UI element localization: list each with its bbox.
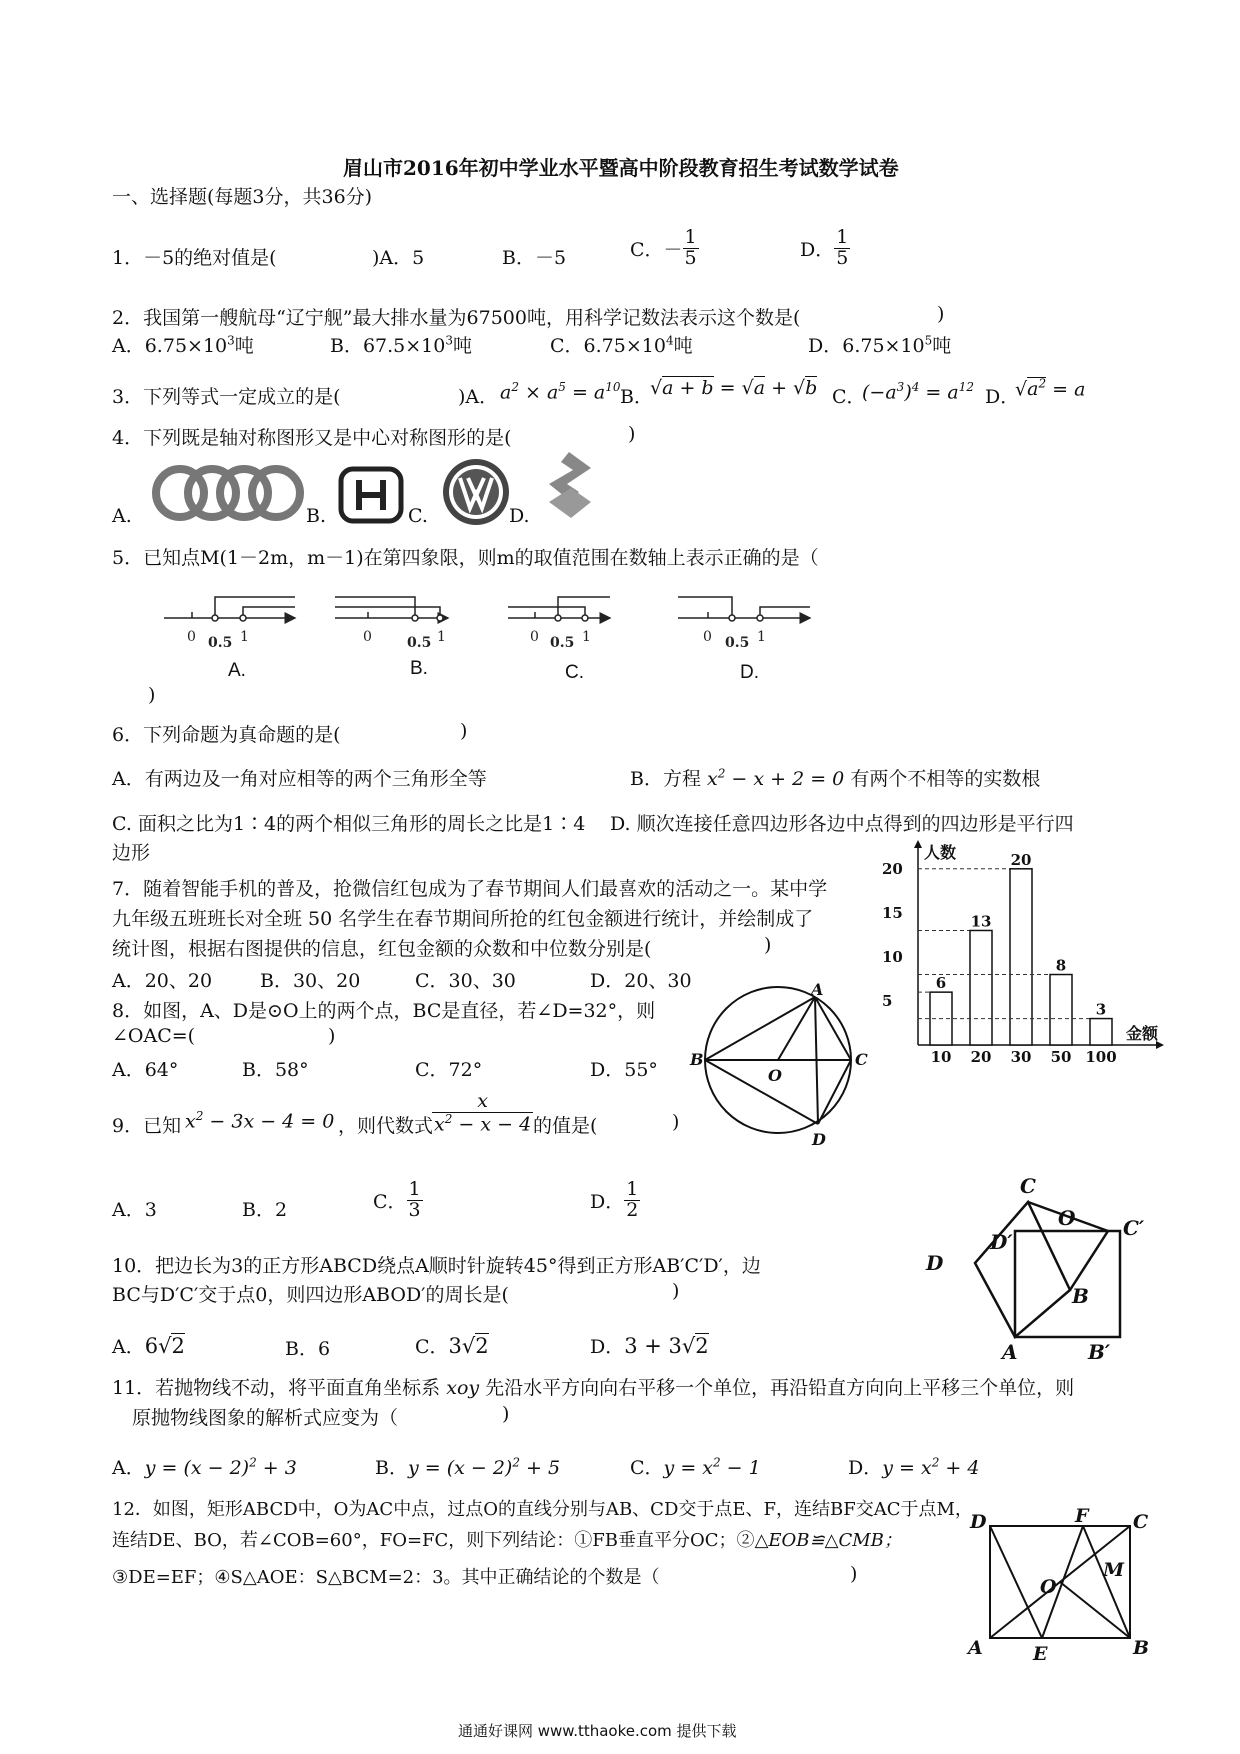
x-axis-label: 金额 xyxy=(1126,1024,1159,1043)
q10-line-2: BC与D′C′交于点0，则四边形ABOD′的周长是( xyxy=(112,1284,509,1306)
x-tick-label: 30 xyxy=(1010,1048,1032,1066)
q3-option-c-math: $(-a^3)^4 = a^{12}$ xyxy=(862,380,974,404)
q4-option-a-label: A. xyxy=(112,505,132,527)
number-line-c xyxy=(508,597,610,621)
q11-option-d: D．$y = x^2 + 4$ xyxy=(848,1455,980,1479)
q5-option-b-label: B. xyxy=(410,658,428,679)
x-tick-label: 50 xyxy=(1050,1048,1072,1066)
honda-logo-icon xyxy=(338,466,404,524)
q4-stem: 4．下列既是轴对称图形又是中心对称图形的是( xyxy=(112,427,512,449)
fig-label-c: C xyxy=(855,1050,868,1069)
q11-option-c: C．$y = x^2 - 1$ xyxy=(630,1455,761,1479)
bar-value-label: 6 xyxy=(935,974,947,993)
fig-label-o: O xyxy=(1058,1206,1076,1230)
q3-option-b-label: B． xyxy=(620,386,653,408)
q3-option-c-label: C． xyxy=(832,386,866,408)
fig-label-c: C xyxy=(1133,1511,1149,1533)
q10-line-1: 10．把边长为3的正方形ABCD绕点A顺时针旋转45°得到正方形AB′C′D′，边 xyxy=(112,1255,761,1277)
q10-close: ) xyxy=(672,1280,680,1302)
q1-option-c: C．－ $\frac{1}{5}$ xyxy=(630,226,697,269)
svg-text:1: 1 xyxy=(437,629,446,645)
fig-label-e: E xyxy=(1033,1643,1048,1665)
bar-value-label: 13 xyxy=(970,912,992,931)
fig-label-d: D xyxy=(812,1130,826,1149)
fig-label-d: D xyxy=(926,1251,944,1275)
audi-rings-icon xyxy=(148,462,308,524)
number-line-d xyxy=(678,597,810,621)
svg-text:0.5: 0.5 xyxy=(208,635,233,651)
y-axis-arrow xyxy=(914,840,922,848)
q4-option-c-label: C. xyxy=(408,505,428,527)
q12-rectangle-figure xyxy=(965,1505,1160,1665)
bar xyxy=(1010,869,1032,1045)
q10-option-a: A．6√2 xyxy=(112,1334,185,1358)
q1-option-b: B．－5 xyxy=(502,247,567,269)
fig-label-o: O xyxy=(1040,1576,1057,1598)
svg-text:1: 1 xyxy=(582,629,591,645)
q1-option-d: D． $\frac{1}{5}$ xyxy=(800,226,849,269)
fig-label-d: D xyxy=(970,1511,987,1533)
bar xyxy=(970,930,992,1045)
number-line-a xyxy=(164,597,295,621)
q11-option-b: B．$y = (x - 2)^2 + 5$ xyxy=(375,1455,561,1479)
x-tick-label: 10 xyxy=(930,1048,952,1066)
bar-value-label: 8 xyxy=(1055,956,1067,975)
y-tick-label: 20 xyxy=(882,859,903,878)
svg-text:0: 0 xyxy=(363,629,372,645)
svg-text:0.5: 0.5 xyxy=(550,635,575,651)
q5-stem: 5．已知点M(1－2m，m－1)在第四象限，则m的取值范围在数轴上表示正确的是（ xyxy=(112,547,819,569)
q9-option-c: C． $\frac{1}{3}$ xyxy=(373,1178,421,1221)
q2-option-c: C．$6.75\times 10^4$吨 xyxy=(550,333,693,357)
y-tick-label: 15 xyxy=(882,903,903,922)
q2-option-d: D．$6.75\times 10^5$吨 xyxy=(808,333,952,357)
q9-option-a: A．3 xyxy=(112,1199,157,1221)
section-heading: 一、选择题(每题3分，共36分) xyxy=(112,186,373,208)
bar xyxy=(1090,1019,1112,1045)
q10-option-c: C．3√2 xyxy=(415,1334,489,1358)
fig-label-a: A xyxy=(1002,1340,1018,1364)
fig-label-c-prime: C′ xyxy=(1123,1216,1145,1240)
q7-line-1: 7．随着智能手机的普及，抢微信红包成为了春节期间人们最喜欢的活动之一。某中学 xyxy=(112,878,828,900)
suzuki-logo-icon xyxy=(545,450,595,520)
q9-option-d: D． $\frac{1}{2}$ xyxy=(590,1178,639,1221)
q8-option-c: C．72° xyxy=(415,1059,483,1081)
q6-option-d: D. 顺次连接任意四边形各边中点得到的四边形是平行四 xyxy=(610,813,1074,835)
q3-option-a-label: )A． xyxy=(458,386,499,408)
svg-text:0.5: 0.5 xyxy=(407,635,432,651)
q5-option-d-label: D. xyxy=(740,662,759,683)
svg-text:0.5: 0.5 xyxy=(725,635,750,651)
y-tick-label: 5 xyxy=(882,991,893,1010)
q8-circle-figure xyxy=(690,980,880,1155)
fig-label-b: B xyxy=(690,1050,704,1069)
fig-label-m: M xyxy=(1103,1559,1125,1581)
fig-label-f: F xyxy=(1075,1505,1089,1527)
q7-option-a: A．20、20 xyxy=(112,970,213,992)
q7-option-b: B．30、20 xyxy=(260,970,361,992)
page-title: 眉山市2016年初中学业水平暨高中阶段教育招生考试数学试卷 xyxy=(343,156,899,180)
q6-option-d-cont: 边形 xyxy=(112,842,151,864)
q6-option-b: B．方程 $x^2 - x + 2 = 0$ 有两个不相等的实数根 xyxy=(630,766,1041,790)
fig-label-c: C xyxy=(1020,1174,1036,1198)
q7-line-2: 九年级五班班长对全班 50 名学生在春节期间所抢的红包金额进行统计，并绘制成了 xyxy=(112,908,814,930)
q3-option-a-math: $a^2 \times a^5 = a^{10}$ xyxy=(500,380,621,404)
q7-option-c: C．30、30 xyxy=(415,970,516,992)
q3-option-d-label: D． xyxy=(985,386,1020,408)
q11-option-a: A．$y = (x - 2)^2 + 3$ xyxy=(112,1455,297,1479)
q3-stem: 3．下列等式一定成立的是( xyxy=(112,386,341,408)
q2-close: ) xyxy=(937,303,945,325)
y-axis-label: 人数 xyxy=(924,843,957,862)
q12-line-1: 12．如图，矩形ABCD中，O为AC中点，过点O的直线分别与AB、CD交于点E、F，连结BF交AC于点M， xyxy=(112,1499,973,1520)
fig-label-a: A xyxy=(811,980,824,999)
q8-close: ) xyxy=(328,1025,336,1047)
fig-label-d-prime: D′ xyxy=(990,1230,1013,1254)
q1-option-a: )A．5 xyxy=(372,247,425,269)
q7-line-3: 统计图，根据右图提供的信息，红包金额的众数和中位数分别是( xyxy=(112,938,652,960)
bar-value-label: 3 xyxy=(1095,1000,1107,1019)
q8-line-1: 8．如图，A、D是⊙O上的两个点，BC是直径，若∠D=32°，则 xyxy=(112,1000,656,1022)
q5-close: ) xyxy=(148,684,156,706)
bar-value-label: 20 xyxy=(1010,850,1032,869)
q7-option-d: D．20、30 xyxy=(590,970,692,992)
q5-number-lines xyxy=(150,585,830,695)
q4-close: ) xyxy=(628,423,636,445)
red-packet-bar-chart xyxy=(870,840,1160,1066)
q12-close: ) xyxy=(850,1563,858,1585)
fig-label-o: O xyxy=(768,1066,782,1085)
q5-option-a-label: A. xyxy=(228,660,246,681)
x-tick-label: 100 xyxy=(1085,1048,1117,1066)
q8-line-2: ∠OAC=( xyxy=(112,1025,196,1047)
volkswagen-logo-icon xyxy=(440,456,512,528)
q8-option-b: B．58° xyxy=(242,1059,309,1081)
q9-option-b: B．2 xyxy=(242,1199,288,1221)
svg-text:0: 0 xyxy=(187,629,196,645)
svg-text:0: 0 xyxy=(530,629,539,645)
q11-line-1: 11．若抛物线不动，将平面直角坐标系 xoy 先沿水平方向向右平移一个单位，再沿铅直方向向上平移三个单位，则 xyxy=(112,1377,1075,1399)
q12-line-3: ③DE=EF；④S△AOE：S△BCM=2：3。其中正确结论的个数是（ xyxy=(112,1567,660,1588)
q2-option-a: A．$6.75\times 10^3$吨 xyxy=(112,333,254,357)
q5-option-c-label: C. xyxy=(565,662,584,683)
svg-text:0: 0 xyxy=(703,629,712,645)
q8-option-d: D．55° xyxy=(590,1059,658,1081)
q4-option-d-label: D. xyxy=(509,505,530,527)
svg-text:1: 1 xyxy=(240,629,249,645)
fig-label-b: B xyxy=(1133,1637,1150,1659)
fig-label-b: B xyxy=(1072,1284,1089,1308)
q6-stem: 6．下列命题为真命题的是( xyxy=(112,724,341,746)
q4-option-b-label: B. xyxy=(306,505,327,527)
q11-line-2: 原抛物线图象的解析式应变为（ xyxy=(132,1407,399,1429)
fig-label-b-prime: B′ xyxy=(1088,1340,1111,1364)
number-line-b xyxy=(335,597,448,621)
bar xyxy=(1050,975,1072,1045)
q9-mid: ，则代数式 xyxy=(338,1115,434,1137)
q12-line-2: 连结DE、BO，若∠COB=60°，FO=FC，则下列结论：①FB垂直平分OC；②△EOB≌△CMB； xyxy=(112,1530,902,1551)
y-tick-label: 10 xyxy=(882,947,903,966)
q10-rotated-squares-figure xyxy=(920,1165,1170,1364)
q9-equation: $x^2 - 3x - 4 = 0$ xyxy=(185,1109,335,1133)
q11-close: ) xyxy=(502,1403,510,1425)
q2-option-b: B．$67.5\times 10^3$吨 xyxy=(330,333,473,357)
q10-option-d: D．3 + 3√2 xyxy=(590,1334,709,1358)
q9-fraction: $\frac{x}{x^2 - x - 4}$ xyxy=(434,1090,532,1136)
q6-option-a: A．有两边及一角对应相等的两个三角形全等 xyxy=(112,768,487,790)
q9-after: 的值是( xyxy=(533,1115,598,1137)
x-tick-label: 20 xyxy=(970,1048,992,1066)
q3-option-b-math: √a + b = √a + √b xyxy=(650,377,818,399)
q2-stem: 2．我国第一艘航母“辽宁舰”最大排水量为67500吨，用科学记数法表示这个数是( xyxy=(112,307,801,329)
q9-stem: 9．已知 xyxy=(112,1115,182,1137)
q10-option-b: B．6 xyxy=(285,1338,331,1360)
q6-close: ) xyxy=(460,720,468,742)
q7-close: ) xyxy=(764,934,772,956)
q6-option-c: C. 面积之比为1∶4的两个相似三角形的周长之比是1∶4 xyxy=(112,813,586,835)
q9-close: ) xyxy=(672,1111,680,1133)
q1-stem: 1．－5的绝对值是( xyxy=(112,247,277,269)
svg-text:1: 1 xyxy=(757,629,766,645)
q3-option-d-math: $√a^2 = a$ xyxy=(1015,377,1086,401)
page-footer: 通通好课网 www.tthaoke.com 提供下载 xyxy=(458,1722,737,1740)
fig-label-a: A xyxy=(968,1637,983,1659)
q8-option-a: A．64° xyxy=(112,1059,179,1081)
